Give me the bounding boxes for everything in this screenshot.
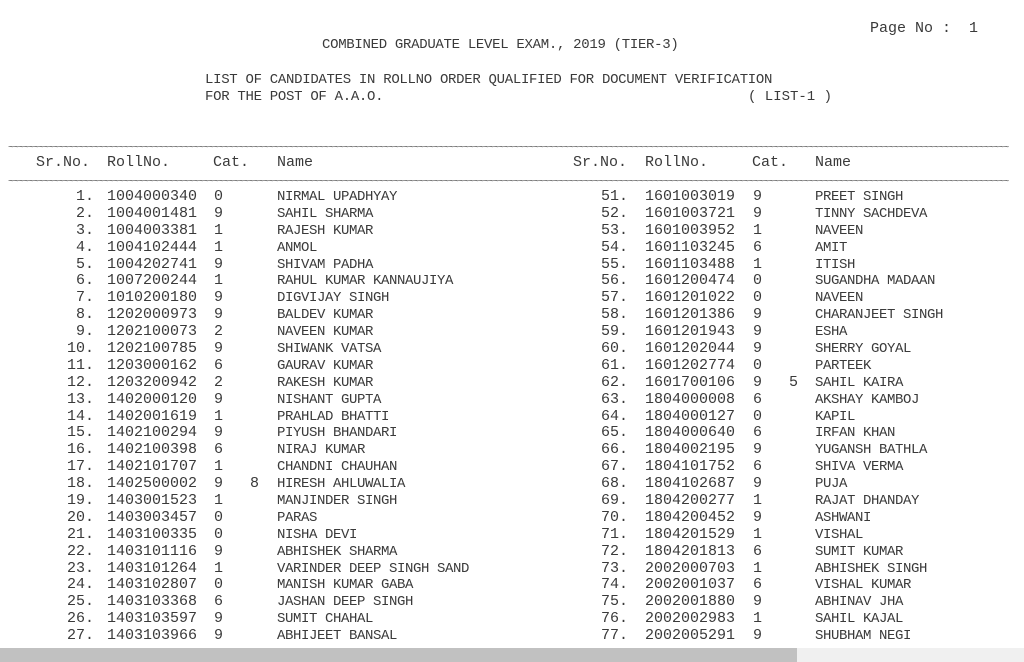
roll-no-cell: 1010200180 [107, 289, 198, 307]
sr-no-cell: 51. [600, 188, 628, 205]
roll-no-cell: 1402101707 [107, 458, 198, 476]
category-cell: 9 [214, 306, 224, 324]
sr-no-cell: 22. [66, 542, 94, 560]
category-cell: 0 [753, 272, 763, 290]
roll-no-cell: 1601202044 [645, 340, 736, 358]
sr-no-cell: 21. [66, 525, 94, 543]
category-cell: 1 [753, 610, 763, 628]
sr-no-cell: 76. [600, 610, 628, 628]
name-cell: AMIT [815, 239, 848, 256]
category-cell: 6 [753, 238, 763, 256]
category-cell: 1 [214, 458, 224, 476]
name-cell: ABHIJEET BANSAL [277, 628, 398, 645]
roll-no-cell: 1403003457 [107, 508, 198, 526]
category-cell: 0 [214, 525, 224, 543]
name-cell: ABHISHEK SHARMA [277, 543, 398, 560]
header-roll-no-right: RollNo. [645, 154, 709, 171]
name-cell: RAJESH KUMAR [277, 222, 374, 239]
category-cell: 9 [753, 204, 763, 222]
name-cell: PREET SINGH [815, 189, 904, 205]
name-cell: PRAHLAD BHATTI [277, 408, 390, 425]
roll-no-cell: 1004000340 [107, 188, 198, 205]
roll-no-cell: 1402500002 [107, 475, 198, 493]
category-cell: 1 [753, 525, 763, 543]
category-cell: 9 [214, 610, 224, 628]
header-cat-left: Cat. [213, 154, 250, 171]
category-cell: 1 [214, 559, 224, 577]
name-cell: NAVEEN KUMAR [277, 324, 374, 341]
category-cell: 9 [753, 188, 763, 205]
roll-no-cell: 1804201813 [645, 542, 736, 560]
sr-no-cell: 73. [600, 559, 628, 577]
sr-no-cell: 66. [600, 441, 628, 459]
sr-no-cell: 27. [66, 627, 94, 645]
name-cell: PARAS [277, 509, 318, 526]
name-cell: PUJA [815, 476, 848, 493]
roll-no-cell: 1804102687 [645, 475, 736, 493]
name-cell: NISHANT GUPTA [277, 391, 382, 408]
name-cell: CHARANJEET SINGH [815, 307, 944, 324]
roll-no-cell: 2002001880 [645, 593, 736, 611]
name-cell: CHANDNI CHAUHAN [277, 459, 398, 476]
category-cell: 9 [214, 289, 224, 307]
sr-no-cell: 12. [66, 373, 94, 391]
header-sr-no-right: Sr.No. [573, 154, 628, 171]
header-name-right: Name [815, 154, 852, 171]
category-cell: 0 [214, 508, 224, 526]
roll-no-cell: 1403101264 [107, 559, 198, 577]
name-cell: NIRMAL UPADHYAY [277, 189, 398, 205]
sr-no-cell: 60. [600, 340, 628, 358]
sr-no-cell: 65. [600, 424, 628, 442]
roll-no-cell: 1804101752 [645, 458, 736, 476]
sr-no-cell: 77. [600, 627, 628, 645]
category-cell: 9 [214, 340, 224, 358]
sr-no-cell: 58. [600, 306, 628, 324]
roll-no-cell: 1203000162 [107, 356, 198, 374]
name-cell: SAHIL KAJAL [815, 611, 904, 628]
category-cell: 6 [753, 424, 763, 442]
name-cell: DIGVIJAY SINGH [277, 290, 390, 307]
name-cell: ASHWANI [815, 509, 872, 526]
name-cell: SHIVAM PADHA [277, 256, 374, 273]
sr-no-cell: 10. [66, 340, 94, 358]
sr-no-cell: 25. [66, 593, 94, 611]
category-cell: 0 [753, 289, 763, 307]
name-cell: RAKESH KUMAR [277, 374, 374, 391]
sr-no-cell: 23. [66, 559, 94, 577]
sr-no-cell: 64. [600, 407, 628, 425]
sr-no-cell: 13. [66, 390, 94, 408]
category-cell: 6 [214, 441, 224, 459]
category-cell: 1 [214, 221, 224, 239]
name-cell: YUGANSH BATHLA [815, 442, 928, 459]
category-cell: 0 [753, 356, 763, 374]
name-cell: SHUBHAM NEGI [815, 628, 912, 645]
sr-no-cell: 26. [66, 610, 94, 628]
name-cell: BALDEV KUMAR [277, 307, 374, 324]
roll-no-cell: 1601700106 [645, 373, 736, 391]
sr-no-cell: 16. [66, 441, 94, 459]
roll-no-cell: 1402000120 [107, 390, 198, 408]
category-cell: 9 [214, 204, 224, 222]
sr-no-cell: 4. [75, 238, 94, 256]
category-cell: 6 [753, 542, 763, 560]
sr-no-cell: 5. [75, 255, 94, 273]
name-cell: KAPIL [815, 408, 856, 425]
roll-no-cell: 1601201386 [645, 306, 736, 324]
list-tag: ( LIST-1 ) [748, 89, 833, 105]
category-cell: 6 [753, 458, 763, 476]
name-cell: AKSHAY KAMBOJ [815, 391, 920, 408]
roll-no-cell: 2002001037 [645, 576, 736, 594]
name-cell: ESHA [815, 324, 848, 341]
category-cell: 1 [753, 221, 763, 239]
category-cell: 6 [753, 390, 763, 408]
name-cell: SUMIT CHAHAL [277, 611, 374, 628]
name-cell: GAURAV KUMAR [277, 357, 374, 374]
sr-no-cell: 2. [75, 204, 94, 222]
category-cell: 1 [753, 559, 763, 577]
category-cell: 6 [214, 593, 224, 611]
name-cell: NISHA DEVI [277, 526, 358, 543]
sr-no-cell: 14. [66, 407, 94, 425]
page-number: Page No : 1 [870, 20, 979, 37]
sr-no-cell: 1. [75, 188, 94, 205]
name-cell: RAJAT DHANDAY [815, 493, 920, 510]
roll-no-cell: 1007200244 [107, 272, 198, 290]
roll-no-cell: 1601201022 [645, 289, 736, 307]
roll-no-cell: 1403100335 [107, 525, 198, 543]
roll-no-cell: 1402100294 [107, 424, 198, 442]
sr-no-cell: 6. [75, 272, 94, 290]
sr-no-cell: 72. [600, 542, 628, 560]
roll-no-cell: 1004003381 [107, 221, 198, 239]
sr-no-cell: 15. [66, 424, 94, 442]
roll-no-cell: 1202100785 [107, 340, 198, 358]
roll-no-cell: 1601103245 [645, 238, 736, 256]
roll-no-cell: 1804002195 [645, 441, 736, 459]
extra-code-cell: 5 [789, 373, 799, 391]
sr-no-cell: 53. [600, 221, 628, 239]
scrollbar-thumb[interactable] [0, 648, 797, 662]
category-cell: 9 [753, 627, 763, 645]
separator-top: ~~~~~~~~~~~~~~~~~~~~~~~~~~~~~~~~~~~~~~~~~~~~~~~~~~~~~~~~~~~~~~~~~~~~~~~~~~~~~~~~~~~~~~~~~~~~~~~~~~~~~~~~~~~~~~~~~~~~~~~~~~~~~~~~~~~~~~~~~~~~~~~~~~~~~~~~~~~~~~~~~~~~~~~~~~~~~~~~~~~~~~~~~~~~~~~~~~~~~~~~ [8, 146, 1009, 152]
category-cell: 9 [753, 593, 763, 611]
sr-no-cell: 20. [66, 508, 94, 526]
category-cell: 2 [214, 373, 224, 391]
name-cell: NIRAJ KUMAR [277, 442, 366, 459]
roll-no-cell: 1004102444 [107, 238, 198, 256]
roll-no-cell: 2002005291 [645, 627, 736, 645]
roll-no-cell: 1601202774 [645, 356, 736, 374]
sr-no-cell: 68. [600, 475, 628, 493]
sr-no-cell: 69. [600, 492, 628, 510]
post-subtitle: FOR THE POST OF A.A.O. [205, 89, 384, 105]
name-cell: SAHIL SHARMA [277, 205, 374, 222]
sr-no-cell: 52. [600, 204, 628, 222]
name-cell: SHIWANK VATSA [277, 341, 382, 358]
name-cell: MANISH KUMAR GABA [277, 577, 414, 594]
sr-no-cell: 7. [75, 289, 94, 307]
sr-no-cell: 57. [600, 289, 628, 307]
roll-no-cell: 1403103597 [107, 610, 198, 628]
sr-no-cell: 67. [600, 458, 628, 476]
name-cell: ABHINAV JHA [815, 594, 904, 611]
name-cell: NAVEEN [815, 222, 864, 239]
name-cell: RAHUL KUMAR KANNAUJIYA [277, 273, 454, 290]
header-roll-no-left: RollNo. [107, 154, 171, 171]
category-cell: 0 [214, 188, 224, 205]
category-cell: 0 [214, 576, 224, 594]
name-cell: SHIVA VERMA [815, 459, 904, 476]
sr-no-cell: 75. [600, 593, 628, 611]
name-cell: ABHISHEK SINGH [815, 560, 928, 577]
sr-no-cell: 8. [75, 306, 94, 324]
category-cell: 1 [753, 255, 763, 273]
roll-no-cell: 1804000640 [645, 424, 736, 442]
roll-no-cell: 1804200452 [645, 508, 736, 526]
roll-no-cell: 2002000703 [645, 559, 736, 577]
name-cell: SAHIL KAIRA [815, 374, 904, 391]
roll-no-cell: 1403102807 [107, 576, 198, 594]
roll-no-cell: 1402100398 [107, 441, 198, 459]
name-cell: SUMIT KUMAR [815, 543, 904, 560]
name-cell: MANJINDER SINGH [277, 493, 398, 510]
category-cell: 1 [214, 492, 224, 510]
name-cell: NAVEEN [815, 290, 864, 307]
category-cell: 9 [214, 390, 224, 408]
category-cell: 9 [753, 475, 763, 493]
category-cell: 1 [214, 272, 224, 290]
name-cell: PARTEEK [815, 357, 872, 374]
roll-no-cell: 1601201943 [645, 323, 736, 341]
sr-no-cell: 19. [66, 492, 94, 510]
category-cell: 1 [753, 492, 763, 510]
sr-no-cell: 18. [66, 475, 94, 493]
name-cell: VARINDER DEEP SINGH SAND [277, 560, 470, 577]
category-cell: 9 [753, 323, 763, 341]
roll-no-cell: 1804201529 [645, 525, 736, 543]
sr-no-cell: 9. [75, 323, 94, 341]
separator-bottom: ~~~~~~~~~~~~~~~~~~~~~~~~~~~~~~~~~~~~~~~~~~~~~~~~~~~~~~~~~~~~~~~~~~~~~~~~~~~~~~~~~~~~~~~~~~~~~~~~~~~~~~~~~~~~~~~~~~~~~~~~~~~~~~~~~~~~~~~~~~~~~~~~~~~~~~~~~~~~~~~~~~~~~~~~~~~~~~~~~~~~~~~~~~~~~~~~~~~~~~~~ [8, 180, 1009, 186]
category-cell: 6 [753, 576, 763, 594]
roll-no-cell: 2002002983 [645, 610, 736, 628]
category-cell: 6 [214, 356, 224, 374]
category-cell: 9 [753, 373, 763, 391]
roll-no-cell: 1004001481 [107, 204, 198, 222]
roll-no-cell: 1403103966 [107, 627, 198, 645]
name-cell: SUGANDHA MADAAN [815, 273, 936, 290]
category-cell: 9 [753, 508, 763, 526]
sr-no-cell: 56. [600, 272, 628, 290]
header-name-left: Name [277, 154, 314, 171]
name-cell: VISHAL KUMAR [815, 577, 912, 594]
sr-no-cell: 63. [600, 390, 628, 408]
sr-no-cell: 54. [600, 238, 628, 256]
horizontal-scrollbar[interactable] [0, 648, 1024, 662]
sr-no-cell: 24. [66, 576, 94, 594]
roll-no-cell: 1202100073 [107, 323, 198, 341]
roll-no-cell: 1203200942 [107, 373, 198, 391]
roll-no-cell: 1403001523 [107, 492, 198, 510]
category-cell: 9 [214, 627, 224, 645]
roll-no-cell: 1601003019 [645, 188, 736, 205]
category-cell: 9 [753, 340, 763, 358]
category-cell: 9 [214, 475, 224, 493]
roll-no-cell: 1403101116 [107, 542, 198, 560]
sr-no-cell: 70. [600, 508, 628, 526]
name-cell: ANMOL [277, 239, 318, 256]
extra-code-cell: 8 [250, 475, 260, 493]
sr-no-cell: 74. [600, 576, 628, 594]
sr-no-cell: 3. [75, 221, 94, 239]
sr-no-cell: 62. [600, 373, 628, 391]
name-cell: PIYUSH BHANDARI [277, 425, 398, 442]
roll-no-cell: 1601003952 [645, 221, 736, 239]
roll-no-cell: 1804200277 [645, 492, 736, 510]
header-cat-right: Cat. [752, 154, 789, 171]
name-cell: SHERRY GOYAL [815, 341, 912, 358]
sr-no-cell: 61. [600, 356, 628, 374]
roll-no-cell: 1804000127 [645, 407, 736, 425]
list-subtitle: LIST OF CANDIDATES IN ROLLNO ORDER QUALIFIED FOR DOCUMENT VERIFICATION [205, 72, 773, 88]
header-sr-no-left: Sr.No. [36, 154, 91, 171]
roll-no-cell: 1403103368 [107, 593, 198, 611]
category-cell: 9 [214, 424, 224, 442]
name-cell: ITISH [815, 256, 856, 273]
roll-no-cell: 1601003721 [645, 204, 736, 222]
roll-no-cell: 1202000973 [107, 306, 198, 324]
name-cell: TINNY SACHDEVA [815, 205, 928, 222]
name-cell: VISHAL [815, 526, 864, 543]
name-cell: HIRESH AHLUWALIA [277, 476, 406, 493]
name-cell: IRFAN KHAN [815, 425, 896, 442]
category-cell: 9 [753, 441, 763, 459]
category-cell: 0 [753, 407, 763, 425]
category-cell: 9 [214, 255, 224, 273]
roll-no-cell: 1601200474 [645, 272, 736, 290]
category-cell: 1 [214, 238, 224, 256]
roll-no-cell: 1804000008 [645, 390, 736, 408]
sr-no-cell: 11. [66, 356, 94, 374]
category-cell: 9 [214, 542, 224, 560]
roll-no-cell: 1402001619 [107, 407, 198, 425]
name-cell: JASHAN DEEP SINGH [277, 594, 414, 611]
category-cell: 9 [753, 306, 763, 324]
exam-title: COMBINED GRADUATE LEVEL EXAM., 2019 (TIER-3) [322, 37, 679, 53]
sr-no-cell: 71. [600, 525, 628, 543]
category-cell: 1 [214, 407, 224, 425]
sr-no-cell: 59. [600, 323, 628, 341]
roll-no-cell: 1601103488 [645, 255, 736, 273]
roll-no-cell: 1004202741 [107, 255, 198, 273]
sr-no-cell: 55. [600, 255, 628, 273]
category-cell: 2 [214, 323, 224, 341]
sr-no-cell: 17. [66, 458, 94, 476]
